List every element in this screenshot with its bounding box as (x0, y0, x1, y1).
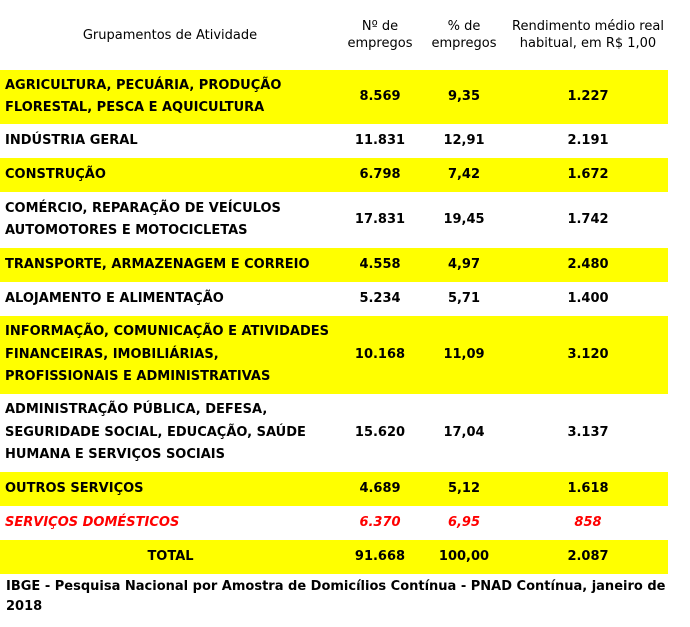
table-row (0, 158, 668, 192)
header-activity-group: Grupamentos de Atividade (82, 27, 258, 43)
table-row (0, 282, 668, 316)
jobs-value: 17.831 (354, 211, 406, 227)
percent-value: 12,91 (443, 132, 485, 148)
header-row (0, 0, 668, 70)
activity-name: TRANSPORTE, ARMAZENAGEM E CORREIO (0, 248, 340, 282)
percent-value: 19,45 (443, 211, 485, 227)
table-row (0, 124, 668, 158)
header-jobs: Nº de empregos (347, 19, 413, 51)
percent-value: 7,42 (420, 158, 508, 192)
activity-name: INFORMAÇÃO, COMUNICAÇÃO E ATIVIDADES FINANCEIRAS, IMOBILIÁRIAS, PROFISSIONAIS E ADMINISTRATIVAS (0, 316, 340, 394)
percent-value: 5,71 (447, 290, 481, 306)
jobs-value: 10.168 (340, 316, 420, 394)
activity-name: AGRICULTURA, PECUÁRIA, PRODUÇÃO FLORESTAL, PESCA E AQUICULTURA (0, 70, 340, 124)
jobs-value: 6.798 (340, 158, 420, 192)
jobs-value: 4.558 (340, 248, 420, 282)
table-row (0, 192, 668, 248)
activity-name: ALOJAMENTO E ALIMENTAÇÃO (5, 290, 224, 306)
activity-name: COMÉRCIO, REPARAÇÃO DE VEÍCULOS AUTOMOTORES E MOTOCICLETAS (5, 200, 281, 238)
jobs-value: 8.569 (340, 70, 420, 124)
table-row (0, 472, 668, 506)
percent-value: 4,97 (420, 248, 508, 282)
income-value: 1.618 (508, 472, 668, 506)
income-value: 1.672 (508, 158, 668, 192)
table-row (0, 394, 668, 472)
table-row (0, 248, 668, 282)
activity-name: CONSTRUÇÃO (0, 158, 340, 192)
activity-name: INDÚSTRIA GERAL (5, 132, 138, 148)
total-row (0, 540, 668, 574)
table-row (0, 316, 668, 394)
percent-value: 11,09 (420, 316, 508, 394)
total-label: TOTAL (0, 540, 340, 574)
income-value: 1.742 (567, 211, 609, 227)
jobs-value: 11.831 (354, 132, 406, 148)
income-value: 858 (574, 514, 602, 530)
jobs-value: 15.620 (354, 424, 406, 440)
jobs-value: 5.234 (359, 290, 401, 306)
percent-value: 9,35 (420, 70, 508, 124)
total-jobs: 91.668 (340, 540, 420, 574)
total-percent: 100,00 (420, 540, 508, 574)
activity-name: ADMINISTRAÇÃO PÚBLICA, DEFESA, SEGURIDADE SOCIAL, EDUCAÇÃO, SAÚDE HUMANA E SERVIÇOS SOCIAIS (5, 402, 306, 463)
income-value: 1.227 (508, 70, 668, 124)
percent-value: 6,95 (447, 514, 481, 530)
jobs-value: 4.689 (340, 472, 420, 506)
income-value: 3.137 (567, 424, 609, 440)
header-percent: % de empregos (431, 19, 497, 51)
percent-value: 17,04 (443, 424, 485, 440)
income-value: 2.191 (567, 132, 609, 148)
activity-name: OUTROS SERVIÇOS (0, 472, 340, 506)
total-income: 2.087 (508, 540, 668, 574)
table-row-domestic (0, 506, 668, 540)
header-income: Rendimento médio real habitual, em R$ 1,00 (512, 19, 664, 51)
source-note: IBGE - Pesquisa Nacional por Amostra de Domicílios Contínua - PNAD Contínua, janeiro de 2018 (6, 579, 666, 614)
table-row (0, 70, 668, 124)
income-value: 2.480 (508, 248, 668, 282)
income-value: 1.400 (567, 290, 609, 306)
activity-name: SERVIÇOS DOMÉSTICOS (5, 514, 180, 530)
percent-value: 5,12 (420, 472, 508, 506)
income-value: 3.120 (508, 316, 668, 394)
jobs-value: 6.370 (359, 514, 401, 530)
